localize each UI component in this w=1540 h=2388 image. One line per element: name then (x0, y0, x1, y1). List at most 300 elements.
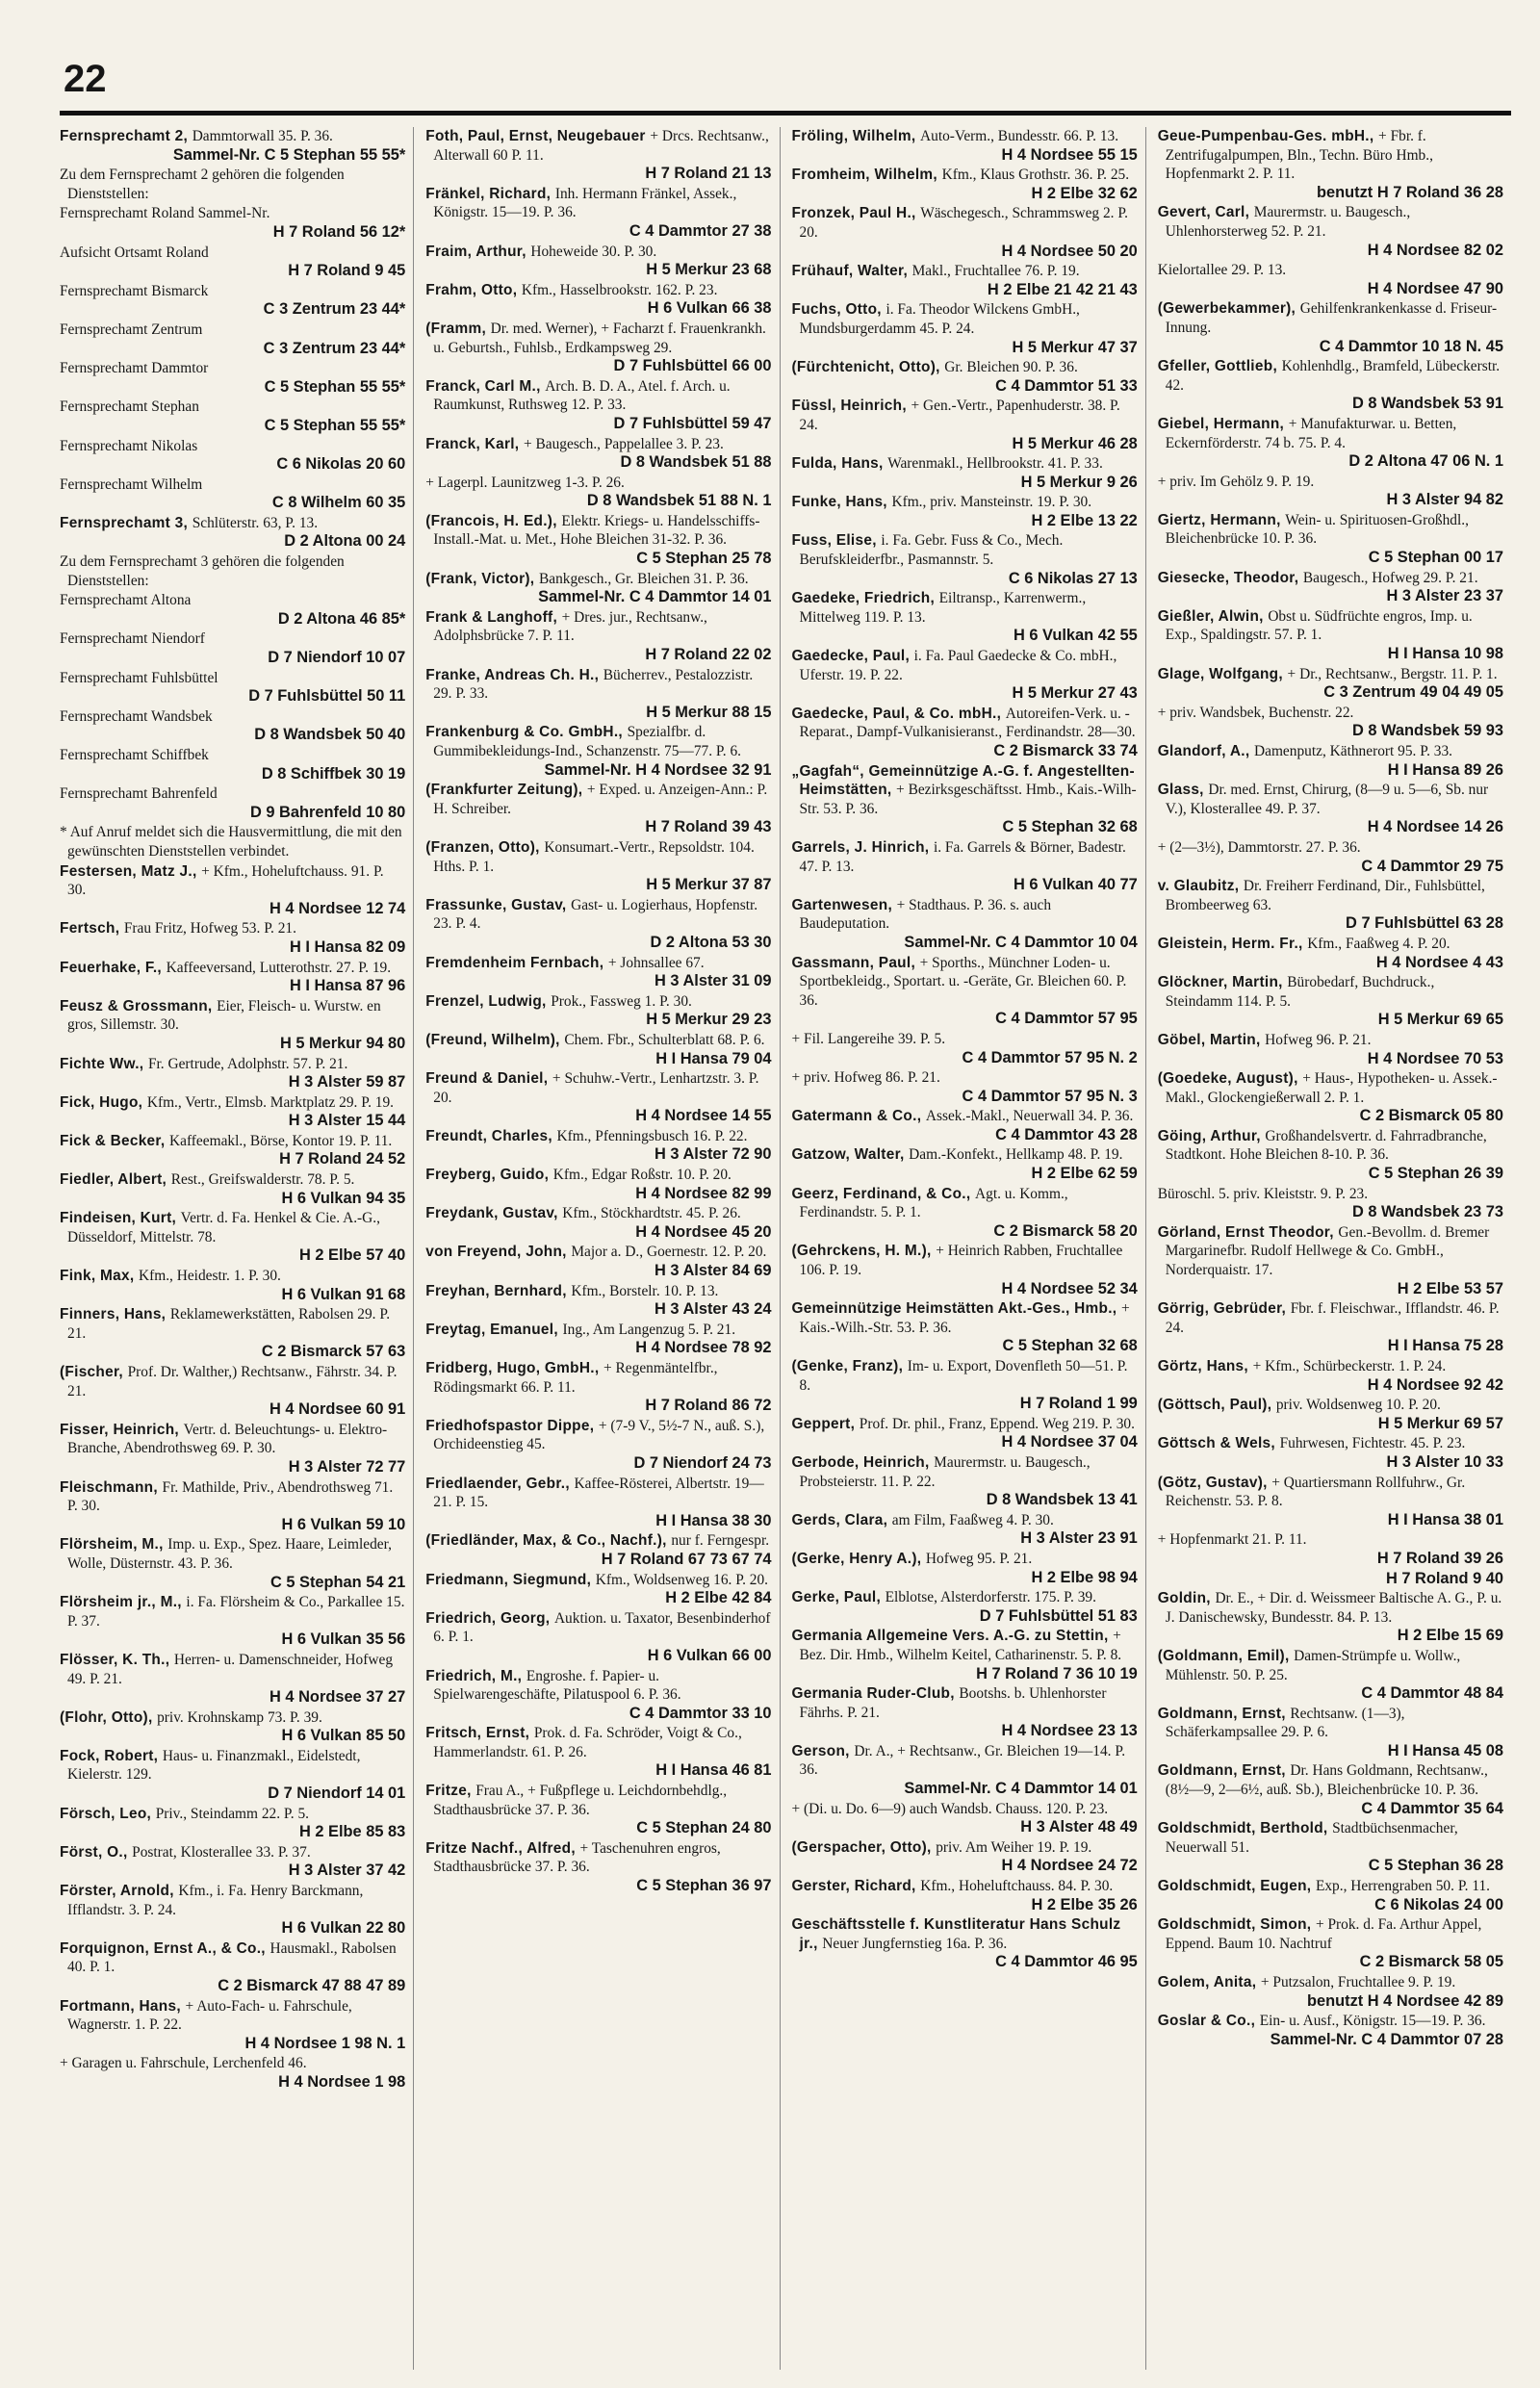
directory-entry (792, 705, 1138, 761)
entry-phone: C 5 Stephan 36 28 (1368, 1857, 1503, 1875)
entry-name: Garrels, J. Hinrich, (791, 838, 934, 856)
entry-phone: H 6 Vulkan 91 68 (281, 1285, 406, 1303)
entry-phone: H 7 Roland 24 52 (279, 1150, 406, 1168)
entry-phone: H 5 Merkur 88 15 (646, 703, 772, 721)
entry-name: v. Glaubitz, (1157, 878, 1244, 895)
entry-name: Franck, Carl M., (425, 377, 546, 395)
entry-name: (Götz, Gustav), (1157, 1474, 1272, 1491)
entry-phone: D 2 Altona 47 06 N. 1 (1348, 452, 1503, 471)
entry-details: Kaffeemakl., Börse, Kontor 19. P. 11. (169, 1132, 393, 1149)
entry-name: Frühauf, Walter, (791, 263, 912, 280)
entry-name: (Francois, H. Ed.), (425, 512, 562, 529)
entry-details: + Fil. Langereihe 39. P. 5. (791, 1030, 946, 1047)
entry-details: Fernsprechamt Wandsbek (60, 707, 213, 725)
entry-phone: C 5 Stephan 24 80 (636, 1819, 772, 1837)
directory-entry (60, 1651, 405, 1708)
entry-name: Geerz, Ferdinand, & Co., (791, 1185, 976, 1202)
entry-name: Feusz & Grossmann, (60, 997, 218, 1014)
entry-details: Zu dem Fernsprechamt 3 gehören die folgenden Dienststellen: (60, 553, 345, 589)
directory-entry (425, 1204, 771, 1242)
directory-entry (425, 896, 771, 953)
entry-details: Büroschl. 5. priv. Kleiststr. 9. P. 23. (1157, 1185, 1369, 1202)
entry-name: Fritze Nachf., Alfred, (425, 1839, 580, 1857)
directory-entry (425, 992, 771, 1030)
directory-entry (60, 1805, 405, 1842)
entry-phone: H 4 Nordsee 52 34 (1001, 1279, 1138, 1297)
entry-details: Arch. B. D. A., Atel. f. Arch. u. Raumkunst, Ruthsweg 12. P. 33. (433, 377, 731, 414)
directory-entry (792, 1877, 1138, 1914)
entry-name: Fuchs, Otto, (791, 301, 886, 319)
directory-entry (1158, 1357, 1503, 1395)
entry-name: Fock, Robert, (60, 1747, 163, 1764)
entry-name: (Goedeke, August), (1157, 1070, 1303, 1088)
entry-name: Friedmann, Siegmund, (425, 1571, 596, 1588)
directory-entry (792, 1838, 1138, 1876)
entry-name: Fuss, Elise, (791, 532, 882, 550)
entry-details: Gehilfenkrankenkasse d. Friseur-Innung. (1165, 300, 1498, 336)
entry-phone: H 6 Vulkan 22 80 (281, 1919, 406, 1938)
directory-entry (792, 1627, 1138, 1683)
directory-entry (792, 762, 1138, 837)
entry-details: + Kais.-Wilh.-Str. 53. P. 36. (799, 1300, 1130, 1336)
entry-phone: H 7 Roland 86 72 (645, 1397, 772, 1415)
directory-entry (1158, 569, 1503, 606)
entry-details: Fernsprechamt Bahrenfeld (60, 785, 218, 803)
entry-phone: H I Hansa 87 96 (289, 977, 406, 995)
entry-phone: D 8 Wandsbek 53 91 (1352, 395, 1503, 413)
entry-name: Frahm, Otto, (425, 281, 522, 298)
entry-phone: H 3 Alster 94 82 (1386, 491, 1503, 509)
entry-phone: D 2 Altona 53 30 (650, 933, 772, 951)
directory-entry (60, 1708, 405, 1746)
entry-phone: H I Hansa 89 26 (1387, 760, 1503, 779)
entry-name: Gaedecke, Paul, & Co. mbH., (791, 705, 1006, 722)
entry-details: Dr. Hans Goldmann, Rechtsanw., (8½—9, 2—6½, auß. Sb.), Bleichenbrücke 10. P. 36. (1165, 1762, 1488, 1799)
entry-details: Schlüterstr. 63, P. 13. (192, 514, 319, 531)
entry-phone: H 3 Alster 84 69 (654, 1262, 772, 1280)
entry-details: priv. Woldsenweg 10. P. 20. (1275, 1397, 1441, 1414)
directory-entry (792, 1030, 1138, 1067)
entry-details: + Drcs. Rechtsanw., Alterwall 60 P. 11. (433, 128, 769, 164)
entry-phone: benutzt H 4 Nordsee 42 89 (1306, 1991, 1503, 2010)
directory-entry (425, 570, 771, 607)
column-1 (60, 127, 414, 2370)
directory-entry (1158, 203, 1503, 260)
entry-name: Gatzow, Walter, (791, 1146, 910, 1164)
entry-name: Gerster, Richard, (791, 1878, 921, 1895)
directory-entry (792, 1684, 1138, 1741)
directory-entry (1158, 261, 1503, 298)
entry-details: Imp. u. Exp., Spez. Haare, Leimleder, Wolle, Düsternstr. 43. P. 36. (67, 1536, 392, 1572)
directory-entry (425, 838, 771, 895)
entry-phone: H 5 Merkur 29 23 (646, 1011, 772, 1029)
entry-phone: Sammel-Nr. C 4 Dammtor 14 01 (538, 588, 772, 606)
entry-name: (Genke, Franz), (791, 1358, 908, 1374)
entry-phone: C 5 Stephan 54 21 (270, 1573, 406, 1591)
entry-details: Kfm., i. Fa. Henry Barckmann, Ifflandstr. 3. P. 24. (67, 1883, 364, 1918)
directory-entry (792, 531, 1138, 588)
entry-details: i. Fa. Flörsheim & Co., Parkallee 15. P. 37. (67, 1594, 405, 1630)
entry-name: Giesecke, Theodor, (1157, 569, 1303, 586)
entry-phone: H 3 Alster 10 33 (1386, 1452, 1503, 1471)
entry-name: Gaedecke, Paul, (791, 648, 914, 665)
directory-entry (792, 127, 1138, 165)
entry-name: (Franzen, Otto), (425, 838, 545, 856)
entry-phone: H 5 Merkur 9 26 (1020, 473, 1138, 491)
column-4 (1158, 127, 1511, 2370)
entry-details: Assek.-Makl., Neuerwall 34. P. 36. (925, 1108, 1134, 1125)
entry-details: Baugesch., Hofweg 29. P. 21. (1302, 569, 1478, 586)
directory-entry (425, 608, 771, 665)
entry-name: Goldschmidt, Simon, (1157, 1916, 1316, 1934)
entry-name: Friedrich, Georg, (425, 1609, 554, 1627)
entry-phone: D 8 Wandsbek 51 88 N. 1 (586, 492, 772, 510)
directory-entry (60, 127, 405, 165)
directory-entry (1158, 665, 1503, 703)
entry-phone: H 5 Merkur 47 37 (1012, 338, 1138, 356)
directory-entry (60, 997, 405, 1054)
directory-entry (1158, 1973, 1503, 2011)
entry-details: Kfm., priv. Mansteinstr. 19. P. 30. (891, 494, 1092, 511)
entry-phone: C 5 Stephan 55 55* (264, 377, 406, 396)
directory-entry (60, 1747, 405, 1804)
entry-phone: C 5 Stephan 25 78 (636, 550, 772, 568)
directory-entry (60, 746, 405, 783)
entry-name: Franck, Karl, (425, 435, 524, 452)
directory-entry (1158, 415, 1503, 472)
entry-name: (Fürchtenicht, Otto), (791, 359, 945, 376)
entry-name: Goldmann, Ernst, (1157, 1762, 1291, 1780)
entry-phone: H 5 Merkur 69 57 (1377, 1414, 1503, 1432)
directory-entry (60, 359, 405, 397)
entry-details: + (2—3½), Dammtorstr. 27. P. 36. (1157, 838, 1361, 856)
entry-phone: C 4 Dammtor 48 84 (1361, 1684, 1503, 1703)
entry-details: Maurermstr. u. Baugesch., Uhlenhorsterweg 52. P. 21. (1165, 204, 1411, 240)
directory-entry (1158, 1530, 1503, 1568)
entry-details: Dr. A., + Rechtsanw., Gr. Bleichen 19—14. P. 36. (799, 1742, 1126, 1779)
entry-name: Golem, Anita, (1157, 1974, 1261, 1990)
entry-name: Findeisen, Kurt, (60, 1210, 181, 1227)
entry-details: Damenputz, Käthnerort 95. P. 33. (1254, 743, 1453, 759)
entry-name: Funke, Hans, (791, 494, 892, 511)
directory-entry (60, 437, 405, 475)
entry-phone: H 5 Merkur 69 65 (1377, 1011, 1503, 1029)
entry-details: Elblotse, Alsterdorferstr. 175. P. 39. (885, 1589, 1096, 1606)
entry-details: Kfm., Stöckhardtstr. 45. P. 26. (562, 1205, 741, 1222)
entry-details: Kfm., Vertr., Elmsb. Marktplatz 29. P. 19. (146, 1093, 395, 1111)
entry-name: (Framm, (425, 320, 491, 337)
entry-details: Kfm., Pfenningsbusch 16. P. 22. (556, 1127, 748, 1144)
entry-phone: H 4 Nordsee 24 72 (1001, 1857, 1138, 1875)
entry-phone: H 7 Roland 39 43 (645, 818, 772, 836)
directory-entry (60, 514, 405, 552)
entry-phone: C 2 Bismarck 33 74 (993, 742, 1138, 759)
directory-entry (792, 1357, 1138, 1414)
directory-entry (425, 1609, 771, 1666)
entry-name: Frank & Langhoff, (425, 608, 562, 626)
entry-details: Dam.-Konfekt., Hellkamp 48. P. 19. (909, 1146, 1123, 1164)
entry-name: Först, O., (60, 1843, 133, 1861)
entry-details: priv. Am Weiher 19. P. 19. (936, 1838, 1092, 1856)
directory-entry (1158, 2012, 1503, 2049)
directory-entry (1158, 935, 1503, 972)
entry-name: Friedlaender, Gebr., (425, 1475, 575, 1492)
entry-details: Hoheweide 30. P. 30. (530, 243, 657, 260)
entry-name: Freydank, Gustav, (425, 1205, 563, 1222)
entry-phone: C 4 Dammtor 57 95 N. 3 (962, 1087, 1138, 1105)
entry-name: Gerson, (791, 1742, 855, 1759)
directory-entry (1158, 357, 1503, 414)
entry-phone: H 5 Merkur 46 28 (1012, 434, 1138, 452)
entry-name: Flörsheim, M., (60, 1536, 168, 1553)
entry-name: Gerds, Clara, (791, 1511, 892, 1528)
entry-phone: H I Hansa 38 01 (1387, 1510, 1503, 1528)
directory-entry (60, 629, 405, 667)
entry-details: Dr. Freiherr Ferdinand, Dir., Fuhlsbüttel, Brombeerweg 63. (1165, 878, 1485, 913)
entry-phone: H 4 Nordsee 4 43 (1375, 953, 1503, 971)
entry-phone: H 3 Alster 23 91 (1020, 1529, 1138, 1548)
directory-entry (792, 589, 1138, 646)
entry-details: Makl., Fruchtallee 76. P. 19. (911, 263, 1080, 280)
entry-details: + Kfm., Schürbeckerstr. 1. P. 24. (1252, 1358, 1447, 1374)
entry-name: Glass, (1157, 782, 1209, 799)
entry-details: Fr. Mathilde, Priv., Abendrothsweg 71. P. 30. (67, 1478, 394, 1515)
entry-details: + Fbr. f. Zentrifugalpumpen, Bln., Techn. Büro Hmb., Hopfenmarkt 2. P. 11. (1165, 128, 1433, 183)
entry-phone: C 4 Dammtor 46 95 (995, 1953, 1138, 1971)
entry-details: Maurermstr. u. Baugesch., Probsteierstr. 11. P. 22. (799, 1453, 1091, 1490)
entry-phone: H 5 Merkur 37 87 (646, 876, 772, 894)
entry-phone: D 8 Wandsbek 50 40 (254, 726, 406, 744)
entry-details: Prok. d. Fa. Schröder, Voigt & Co., Hammerlandstr. 61. P. 26. (433, 1725, 742, 1760)
entry-details: Kielortallee 29. P. 13. (1157, 262, 1287, 279)
directory-entry (1158, 1589, 1503, 1646)
directory-entry (792, 1453, 1138, 1510)
entry-details: + Lagerpl. Launitzweg 1-3. P. 26. (425, 474, 625, 491)
entry-name: Fröling, Wilhelm, (791, 128, 921, 144)
entry-phone: C 4 Dammtor 43 28 (995, 1125, 1138, 1143)
directory-entry (60, 552, 405, 590)
entry-name: Glöckner, Martin, (1157, 974, 1288, 991)
entry-details: + Schuhw.-Vertr., Lenhartzstr. 3. P. 20. (433, 1070, 759, 1106)
directory-entry (792, 1915, 1138, 1972)
entry-phone: H 7 Roland 7 36 10 19 (976, 1664, 1138, 1682)
directory-entry (792, 454, 1138, 492)
directory-entry (425, 1724, 771, 1781)
entry-name: Gevert, Carl, (1157, 204, 1254, 221)
entry-details: Postrat, Klosterallee 33. P. 37. (132, 1843, 311, 1861)
entry-name: Fernsprechamt 2, (60, 128, 192, 144)
entry-details: Neuer Jungfernstieg 16a. P. 36. (822, 1935, 1008, 1952)
entry-details: Exp., Herrengraben 50. P. 11. (1315, 1878, 1491, 1895)
directory-entry (425, 474, 771, 511)
entry-details: Prof. Dr. phil., Franz, Eppend. Weg 219. P. 30. (859, 1415, 1135, 1432)
entry-phone: H 4 Nordsee 14 26 (1367, 818, 1503, 836)
entry-name: Freundt, Charles, (425, 1127, 557, 1144)
directory-entry (792, 1742, 1138, 1799)
entry-details: Kfm., Borstelr. 10. P. 13. (571, 1282, 719, 1299)
directory-entry (1158, 511, 1503, 568)
entry-phone: D 7 Fuhlsbüttel 63 28 (1346, 914, 1503, 933)
entry-details: Autoreifen-Verk. u. -Reparat., Dampf-Vulkanisieranst., Ferdinandstr. 28—30. (799, 705, 1136, 741)
entry-name: Glage, Wolfgang, (1157, 665, 1288, 682)
directory-entry (1158, 1434, 1503, 1472)
entry-name: Fernsprechamt 3, (60, 514, 192, 531)
entry-name: Fick, Hugo, (60, 1093, 147, 1111)
directory-entry (1158, 1915, 1503, 1972)
directory-entry (1158, 1127, 1503, 1184)
entry-phone: H 6 Vulkan 85 50 (281, 1727, 406, 1745)
entry-name: Friedhofspastor Dippe, (425, 1417, 599, 1434)
entry-phone: C 4 Dammtor 57 95 (995, 1010, 1138, 1028)
entry-details: Kfm., Edgar Roßstr. 10. P. 20. (552, 1167, 732, 1184)
entry-phone: H 3 Alster 72 90 (654, 1145, 772, 1164)
entry-phone: H 6 Vulkan 40 77 (1013, 876, 1138, 894)
directory-entry (60, 919, 405, 957)
entry-phone: C 3 Zentrum 23 44* (263, 300, 406, 319)
header-rule (60, 111, 1511, 116)
directory-entry (425, 377, 771, 434)
entry-details: Fernsprechamt Nikolas (60, 437, 198, 454)
directory-entry (1158, 1474, 1503, 1530)
entry-phone: H 6 Vulkan 42 55 (1013, 627, 1138, 645)
entry-phone: D 7 Fuhlsbüttel 59 47 (613, 414, 772, 432)
entry-phone: H 4 Nordsee 50 20 (1001, 242, 1138, 260)
entry-details: Frau A., + Fußpflege u. Leichdornbehdlg., Stadthausbrücke 37. P. 36. (433, 1783, 728, 1818)
entry-phone: H 2 Elbe 13 22 (1031, 511, 1138, 529)
directory-entry (1158, 1705, 1503, 1761)
entry-phone: H 3 Alster 23 37 (1386, 587, 1503, 605)
entry-phone: C 2 Bismarck 47 88 47 89 (218, 1977, 406, 1994)
entry-details: Fernsprechamt Fuhlsbüttel (60, 669, 218, 686)
directory-entry (60, 321, 405, 358)
entry-details: Eier, Fleisch- u. Wurstw. en gros, Sillemstr. 30. (67, 997, 381, 1034)
entry-details: Fernsprechamt Bismarck (60, 282, 209, 299)
entry-name: Fremdenheim Fernbach, (425, 954, 608, 971)
entry-name: Fränkel, Richard, (425, 185, 555, 202)
entry-name: „Gagfah“, Gemeinnützige A.-G. f. Angestellten-Heimstätten, (791, 762, 1135, 799)
entry-name: Fronzek, Paul H., (791, 205, 921, 222)
directory-entry (792, 300, 1138, 357)
entry-name: Fink, Max, (60, 1268, 139, 1285)
entry-details: Fernsprechamt Wilhelm (60, 475, 203, 493)
directory-entry (60, 1843, 405, 1881)
directory-entry (425, 954, 771, 991)
entry-phone: H 2 Elbe 57 40 (299, 1246, 406, 1265)
entry-phone: C 5 Stephan 55 55* (264, 416, 406, 434)
directory-entry (425, 1839, 771, 1896)
entry-phone: C 2 Bismarck 58 05 (1359, 1953, 1503, 1971)
directory-entry (425, 723, 771, 780)
entry-name: Fulda, Hans, (791, 455, 888, 473)
entry-phone: Sammel-Nr. H 4 Nordsee 32 91 (544, 760, 772, 779)
directory-entry (425, 1782, 771, 1838)
entry-details: Kfm., Faaßweg 4. P. 20. (1307, 935, 1450, 952)
entry-name: Geschäftsstelle f. Kunstliteratur Hans Schulz jr., (791, 1916, 1121, 1952)
entry-phone: Sammel-Nr. C 5 Stephan 55 55* (172, 145, 406, 164)
entry-phone: Sammel-Nr. C 4 Dammtor 07 28 (1270, 2030, 1503, 2048)
directory-entry (792, 647, 1138, 704)
entry-phone: H I Hansa 45 08 (1387, 1741, 1503, 1759)
directory-entry (60, 959, 405, 996)
directory-entry (425, 435, 771, 473)
directory-entry (792, 954, 1138, 1029)
entry-details: + Bezirksgeschäftsst. Hmb., Kais.-Wilh-Str. 53. P. 36. (799, 782, 1137, 817)
directory-entry (60, 398, 405, 435)
directory-entry (1158, 1185, 1503, 1222)
entry-name: Gerke, Paul, (791, 1589, 886, 1606)
directory-entry (425, 1359, 771, 1416)
directory-entry (1158, 742, 1503, 780)
entry-phone: H 6 Vulkan 66 00 (647, 1646, 772, 1664)
entry-details: Prok., Fassweg 1. P. 30. (551, 992, 692, 1010)
entry-details: Im- u. Export, Dovenfleth 50—51. P. 8. (799, 1358, 1128, 1394)
directory-entry (792, 493, 1138, 530)
entry-phone: H 2 Elbe 32 62 (1031, 184, 1138, 202)
entry-details: Fernsprechamt Schiffbek (60, 747, 209, 763)
directory-entry (792, 896, 1138, 953)
entry-phone: C 3 Zentrum 23 44* (263, 339, 406, 357)
entry-phone: C 6 Nikolas 24 00 (1374, 1895, 1503, 1913)
entry-phone: H 3 Alster 15 44 (288, 1112, 406, 1130)
entry-phone: H 2 Elbe 21 42 21 43 (987, 280, 1138, 298)
entry-details: nur f. Ferngespr. (671, 1532, 770, 1550)
entry-phone: H 5 Merkur 27 43 (1012, 684, 1138, 703)
entry-name: (Fischer, (60, 1364, 128, 1380)
directory-entry (1158, 1223, 1503, 1298)
entry-details: Dr. med. Ernst, Chirurg, (8—9 u. 5—6, Sb. nur V.), Klosterallee 49. P. 37. (1165, 782, 1489, 817)
entry-details: Ing., Am Langenzug 5. P. 21. (562, 1321, 736, 1338)
directory-entry (425, 281, 771, 319)
directory-entry (425, 781, 771, 837)
entry-name: Finners, Hans, (60, 1306, 170, 1323)
entry-details: Rest., Greifswalderstr. 78. P. 5. (170, 1171, 355, 1189)
entry-details: Gr. Bleichen 90. P. 36. (944, 359, 1078, 376)
directory-entry (1158, 1647, 1503, 1704)
entry-phone: H 4 Nordsee 14 55 (635, 1107, 772, 1125)
entry-phone: H 4 Nordsee 45 20 (635, 1222, 772, 1241)
directory-entry (792, 166, 1138, 203)
entry-name: Freytag, Emanuel, (425, 1321, 563, 1338)
entry-phone: H 6 Vulkan 94 35 (281, 1189, 406, 1207)
entry-name: Flörsheim jr., M., (60, 1594, 187, 1611)
entry-phone: D 7 Fuhlsbüttel 50 11 (248, 687, 406, 706)
entry-name: (Freund, Wilhelm), (425, 1031, 565, 1048)
column-2 (425, 127, 780, 2370)
entry-phone: H 3 Alster 31 09 (654, 972, 772, 990)
entry-phone: C 4 Dammtor 29 75 (1361, 857, 1503, 875)
entry-details: i. Fa. Garrels & Börner, Badestr. 47. P. 13. (799, 838, 1126, 875)
entry-phone: H I Hansa 75 28 (1387, 1337, 1503, 1355)
directory-entry (60, 1882, 405, 1939)
entry-name: Fick & Becker, (60, 1132, 170, 1149)
directory-entry (1158, 607, 1503, 664)
directory-entry (1158, 1396, 1503, 1433)
entry-phone: H 4 Nordsee 47 90 (1367, 279, 1503, 297)
entry-phone: C 8 Wilhelm 60 35 (271, 494, 406, 512)
directory-entry (425, 666, 771, 723)
directory-entry (792, 1415, 1138, 1452)
entry-details: + Dr., Rechtsanw., Bergstr. 11. P. 1. (1287, 665, 1498, 682)
directory-entry (792, 1068, 1138, 1106)
entry-name: Förster, Arnold, (60, 1883, 179, 1900)
directory-entry (60, 1170, 405, 1208)
entry-name: Gartenwesen, (791, 896, 897, 913)
entry-details: + Taschenuhren engros, Stadthausbrücke 37. P. 36. (433, 1839, 721, 1876)
entry-phone: benutzt H 7 Roland 36 28 (1317, 183, 1503, 201)
entry-details: Gen.-Bevollm. d. Bremer Margarinefbr. Rudolf Hellwege & Co. GmbH., Norderquaistr. 17. (1165, 1223, 1490, 1279)
entry-name: Giertz, Hermann, (1157, 511, 1286, 528)
entry-details: Reklamewerkstätten, Rabolsen 29. P. 21. (67, 1306, 391, 1342)
